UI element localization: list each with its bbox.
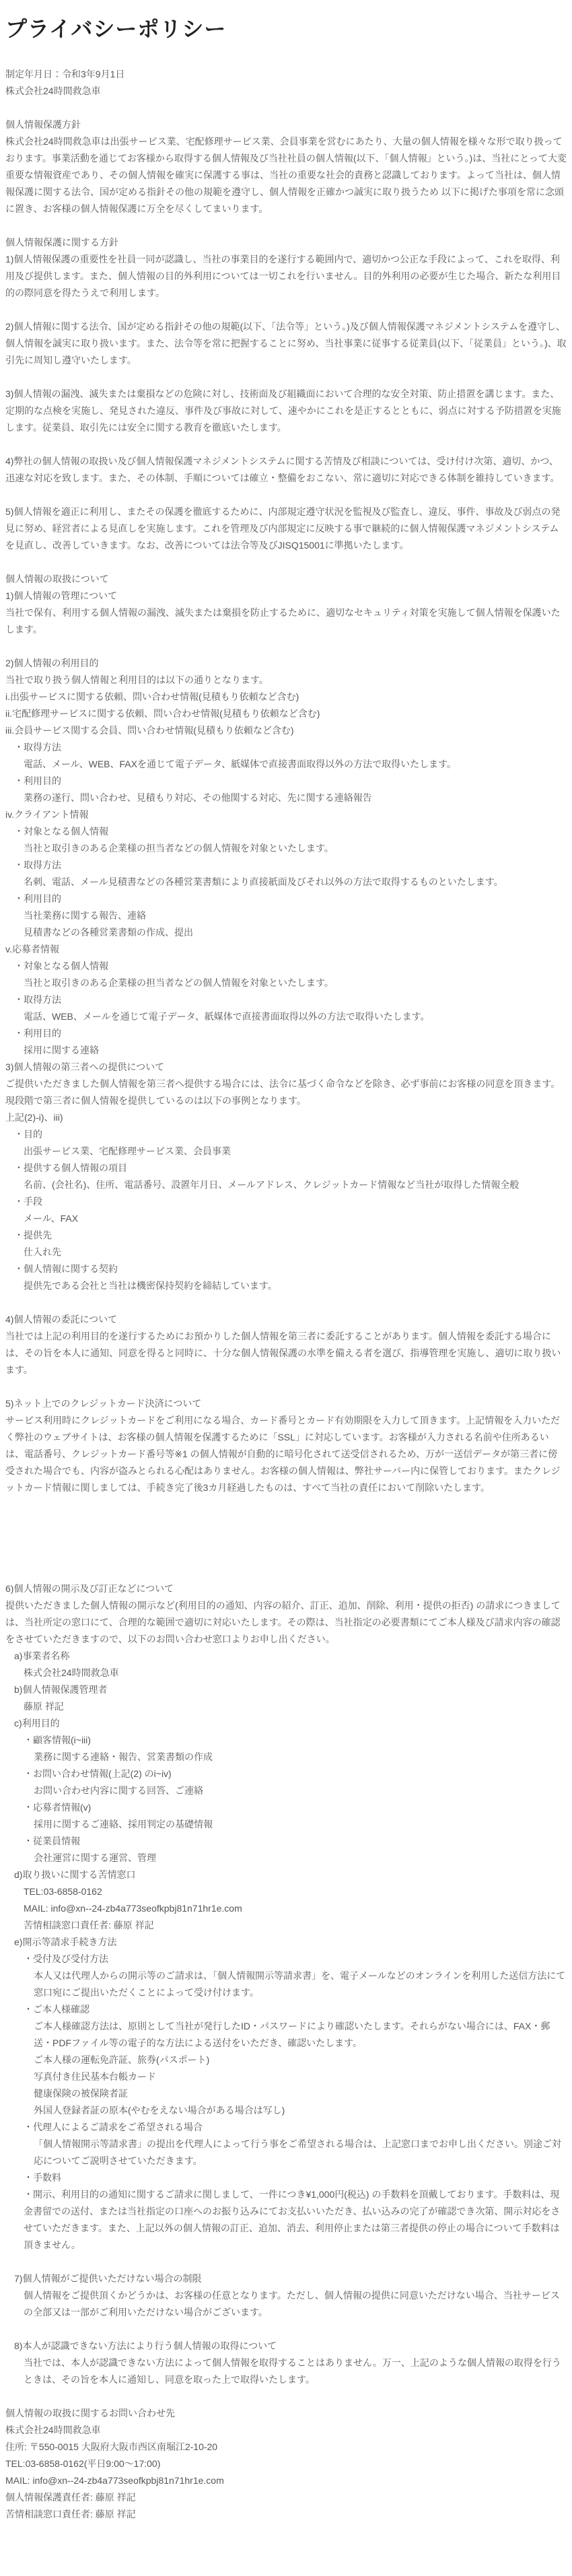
text-line: ・取得方法: [14, 742, 61, 753]
text-line: ご提供いただきました個人情報を第三者へ提供する場合には、法令に基づく命令などを除き、必ず事前にお客様の同意を頂きます。現段階で第三者に個人情報を提供しているのは以下の事例となります。: [5, 1078, 561, 1106]
text-line: メール、FAX: [24, 1213, 79, 1224]
text-line: ・手数料: [24, 2172, 61, 2183]
established-date: 制定年月日：令和3年9月1日: [5, 69, 125, 79]
text-line: 「個人情報開示等請求書」の提出を代理人によって行う事をご希望される場合は、上記窓口までお申し出ください。別途ご対応についてご説明させていただきます。: [34, 2138, 561, 2166]
text-line: 当社と取引きのある企業様の担当者などの個人情報を対象といたします。: [24, 977, 334, 988]
handling-item-2: 2)個人情報の利用目的: [5, 658, 99, 668]
text-line: 本人又は代理人からの開示等のご請求は、「個人情報開示等請求書」を、電子メールなどのオンラインを利用した送信方法にて窓口宛にご提出いただくことによって受け付けます。: [34, 1970, 566, 1998]
text-line: 外国人登録者証の原本(やむをえない場合がある場合は写し): [34, 2105, 285, 2116]
text-line: 当社で取り扱う個人情報と利用目的は以下の通りとなります。: [5, 674, 269, 685]
contact-tel: TEL:03-6858-0162(平日9:00～17:00): [5, 2458, 161, 2469]
handling-item-5: 5)ネット上でのクレジットカード決済について: [5, 1398, 202, 1409]
text-line: 仕入れ先: [24, 1247, 61, 1257]
company-name: 株式会社24時間救急車: [5, 85, 101, 96]
disclosure-item-c: c)利用目的: [14, 1718, 60, 1729]
disclosure-item-e: e)開示等請求手続き方法: [14, 1937, 117, 1947]
heading-protection-policy: 個人情報保護方針: [5, 119, 81, 130]
text-line: 当社で保有、利用する個人情報の漏洩、滅失または棄損を防止するために、適切なセキュリティ対策を実施して個人情報を保護いたします。: [5, 607, 561, 635]
text-line: 名刺、電話、メール見積書などの各種営業書類により直接紙面及びそれ以外の方法で取得するものといたします。: [24, 876, 503, 887]
text-line: お問い合わせ内容に関する回答、ご連絡: [34, 1785, 203, 1796]
document-body: [5, 66, 567, 2523]
handling-item-3: 3)個人情報の第三者への提供について: [5, 1061, 165, 1072]
text-line: ・取得方法: [14, 860, 61, 870]
text-line: ・対象となる個人情報: [14, 961, 108, 971]
text-line: ・手段: [14, 1196, 42, 1207]
policy-item-4: 4)弊社の個人情報の取扱い及び個人情報保護マネジメントシステムに関する苦情及び相談については、受け付け次第、適切、かつ、迅速な対応を致します。また、その体制、手順については確立・整備をおこない、常に適切に対応できる体制を維持していきます。: [5, 456, 560, 483]
text-line: 会社運営に関する運営、管理: [34, 1852, 156, 1863]
heading-policy-items: 個人情報保護に関する方針: [5, 237, 118, 248]
contact-address: 住所: 〒550-0015 大阪府大阪市西区南堀江2-10-20: [5, 2441, 218, 2452]
text-line: 業務に関する連絡・報告、営業書類の作成: [34, 1751, 213, 1762]
complaint-mail: MAIL: info@xn--24-zb4a773seofkpbj81n71hr1e.com: [24, 1903, 242, 1914]
text-line: ・利用目的: [14, 893, 61, 904]
text-line: ・代理人によるご請求をご希望される場合: [24, 2122, 203, 2132]
text-line: ・提供する個人情報の項目: [14, 1162, 127, 1173]
text-line: 出張サービス業、宅配修理サービス業、会員事業: [24, 1146, 231, 1156]
text-line: 当社では、本人が認識できない方法によって個人情報を取得することはありません。万一、上記のような個人情報の取得を行うときは、その旨を本人に通知し、同意を取った上で取得いたします。: [24, 2357, 561, 2385]
purpose-item-ii: ii.宅配修理サービスに関する依頼、問い合わせ情報(見積もり依頼など含む): [5, 708, 320, 719]
text-line: 見積書などの各種営業書類の作成、提出: [24, 927, 193, 938]
disclosure-item-d: d)取り扱いに関する苦情窓口: [14, 1869, 136, 1880]
text-line: ・取得方法: [14, 994, 61, 1005]
text-line: 個人情報をご提供頂くかどうかは、お客様の任意となります。ただし、個人情報の提供に同意いただけない場合、当社サービスの全部又は一部がご利用いただけない場合がございます。: [24, 2290, 560, 2318]
text-line: 採用に関するご連絡、採用判定の基礎情報: [34, 1819, 213, 1830]
text-line: 藤原 祥記: [24, 1701, 64, 1712]
text-line: 当社と取引きのある企業様の担当者などの個人情報を対象といたします。: [24, 843, 334, 854]
text-line: 提供いただきました個人情報の開示など(利用目的の通知、内容の紹介、訂正、追加、削除、利用・提供の拒否) の請求につきましては、当社所定の窓口にて、合理的な範囲で適切に対応いたします。その際は、当社指定の必要書類にてご本人様及び請求内容の確認をさせていただきますので、以下のお問い合わせ窓口よりお申し出ください。: [5, 1600, 561, 1644]
disclosure-item-a: a)事業者名称: [14, 1650, 70, 1661]
text-line: ・利用目的: [14, 1028, 61, 1039]
text-line: サービス利用時にクレジットカードをご利用になる場合、カード番号とカード有効期限を入力して頂きます。上記情報を入力いただく弊社のウェブサイトは、お客様の個人情報を保護するために「SSL」に対応しています。お客様が入力される名前や住所あるいは、電話番号、クレジットカード番号等※1 の個人情報が自動的に暗号化されて送受信されるため、万が一送信データが第三者に傍受された場合でも、内容が盗みとられる心配はありません。お客様の個人情報は、弊社サーバー内に保管しております。またクレジットカード情報に関しましては、手続き完了後3カ月経過したものは、すべて当社の責任において削除いたします。: [5, 1415, 561, 1493]
text-line: ・目的: [14, 1129, 42, 1140]
policy-item-2: 2)個人情報に関する法令、国が定める指針その他の規範(以下、「法令等」という。)及び個人情報保護マネジメントシステムを遵守し、個人情報を誠実に取り扱います。また、法令等を常に把握することに努め、当社事業に従事する従業員(以下、「従業員」という。)、取引先に周知し遵守いたします。: [5, 321, 567, 365]
contact-mail: MAIL: info@xn--24-zb4a773seofkpbj81n71hr1e.com: [5, 2475, 224, 2486]
handling-item-6: 6)個人情報の開示及び訂正などについて: [5, 1583, 174, 1594]
contact-company: 株式会社24時間救急車: [5, 2425, 101, 2435]
text-line: ・提供先: [14, 1230, 52, 1241]
handling-item-8: 8)本人が認識できない方法により行う個人情報の取得について: [14, 2340, 277, 2351]
text-line: 写真付き住民基本台帳カード: [34, 2071, 156, 2082]
text-line: 名前、(会社名)、住所、電話番号、設置年月日、メールアドレス、クレジットカード情報など当社が取得した情報全般: [24, 1179, 520, 1190]
policy-item-3: 3)個人情報の漏洩、滅失または棄損などの危険に対し、技術面及び組織面において合理的な安全対策、防止措置を講じます。また、定期的な点検を実施し、発見された違反、事件及び事故に対して、速やかにこれを是正するとともに、弱点に対する予防措置を実施します。従業員、取引先には安全に関する教育を徹底いたします。: [5, 388, 561, 433]
text-line: ・対象となる個人情報: [14, 826, 108, 837]
heading-contact: 個人情報の取扱に関するお問い合わせ先: [5, 2408, 175, 2418]
text-line: ・顧客情報(i~iii): [24, 1735, 91, 1745]
text-line: ・ご本人様確認: [24, 2004, 90, 2015]
text-line: 当社では上記の利用目的を遂行するためにお預かりした個人情報を第三者に委託することがあります。個人情報を委託する場合には、その旨を本人に通知、同意を得ると同時に、十分な個人情報保護の水準を備える者を選び、指導管理を実施し、適切に取り扱います。: [5, 1331, 561, 1375]
text-line: ご本人様確認方法は、原則として当社が発行したID・パスワードにより確認いたします。それらがない場合には、FAX・郵送・PDFファイル等の電子的な方法による送付をいただき、確認いたします。: [34, 2021, 550, 2048]
purpose-item-iv: iv.クライアント情報: [5, 809, 89, 820]
text-line: ・応募者情報(v): [24, 1802, 92, 1813]
text-line: ・個人情報に関する契約: [14, 1263, 118, 1274]
complaint-tel: TEL:03-6858-0162: [24, 1886, 102, 1897]
text-line: 当社業務に関する報告、連絡: [24, 910, 146, 921]
text-line: ・利用目的: [14, 775, 61, 786]
text-line: 業務の遂行、問い合わせ、見積もり対応、その他関する対応、先に関する連絡報告: [24, 792, 372, 803]
handling-item-4: 4)個人情報の委託について: [5, 1314, 118, 1325]
text-line: ご本人様の運転免許証、旅券(パスポート): [34, 2054, 210, 2065]
handling-item-7: 7)個人情報がご提供いただけない場合の制限: [14, 2273, 202, 2284]
page-title: プライバシーポリシー: [5, 17, 227, 41]
text-line: ・お問い合わせ情報(上記(2) のi~iv): [24, 1768, 172, 1779]
contact-privacy-officer: 個人情報保護責任者: 藤原 祥記: [5, 2492, 136, 2503]
disclosure-item-b: b)個人情報保護管理者: [14, 1684, 108, 1695]
text-line: 提供先である会社と当社は機密保持契約を締結しています。: [24, 1280, 277, 1291]
text-line: 株式会社24時間救急車: [24, 1667, 119, 1678]
contact-complaint-officer: 苦情相談窓口責任者: 藤原 祥記: [5, 2509, 136, 2519]
text-line: 採用に関する連絡: [24, 1045, 99, 1055]
text-line: ・受付及び受付方法: [24, 1953, 108, 1964]
purpose-item-i: i.出張サービスに関する依頼、問い合わせ情報(見積もり依頼など含む): [5, 691, 299, 702]
handling-item-1: 1)個人情報の管理について: [5, 590, 118, 601]
text-line: 電話、メール、WEB、FAXを通じて電子データ、紙媒体で直接書面取得以外の方法で取得いたします。: [24, 759, 456, 769]
purpose-item-iii: iii.会員サービス関する会員、問い合わせ情報(見積もり依頼など含む): [5, 725, 294, 736]
heading-handling: 個人情報の取扱について: [5, 573, 109, 584]
policy-item-5: 5)個人情報を適正に利用し、またその保護を徹底するために、内部規定遵守状況を監視及び監査し、違反、事件、事故及び弱点の発見に努め、経営者による見直しを実施します。これを管理及び内部規定に反映する事で継続的に個人情報保護マネジメントシステムを見直し、改善していきます。なお、改善については法令等及びJISQ15001に準拠いたします。: [5, 506, 561, 551]
text-line: 健康保険の被保険者証: [34, 2088, 128, 2099]
policy-item-1: 1)個人情報保護の重要性を社員一同が認識し、当社の事業目的を遂行する範囲内で、適切かつ公正な手段によって、これを取得、利用及び提供します。また、個人情報の目的外利用については一切これを行いません。目的外利用の必要が生じた場合、新たな利用目的の際同意を得たうえで利用します。: [5, 254, 561, 298]
text-line: 苦情相談窓口責任者: 藤原 祥記: [24, 1920, 154, 1930]
text-line: 上記(2)-i)、iii): [5, 1112, 63, 1123]
text-line: ・開示、利用目的の通知に関するご請求に関しまして、一件につき¥1,000円(税込) の手数料を頂戴しております。手数料は、現金書留での送付、または当社指定の口座へのお振り込みにてお支払いいただき、払い込みの完了が確認でき次第、開示対応をさせていただきます。また、上記以外の個人情報の訂正、追加、消去、利用停止または第三者提供の停止の場合について手数料は頂きません。: [24, 2189, 561, 2250]
text-line: 電話、WEB、メールを通じて電子データ、紙媒体で直接書面取得以外の方法で取得いたします。: [24, 1011, 430, 1022]
text-line: ・従業員情報: [24, 1836, 80, 1846]
policy-intro-paragraph: 株式会社24時間救急車は出張サービス業、宅配修理サービス業、会員事業を営むにあたり、大量の個人情報を様々な形で取り扱っております。事業活動を通じてお客様から取得する個人情報及び当社社員の個人情報(以下、「個人情報」という。)は、当社にとって大変 重要な情報資産であり、その個人情報を確実に保護する事は、当社の重要な社会的責務と認識しております。よって当社は、個人情報保護に関する法令、国が定める指針その他の規範を遵守し、個人情報を正確かつ誠実に取り扱うため 以下に掲げた事項を常に念頭に置き、お客様の個人情報保護に万全を尽くしてまいります。: [5, 136, 569, 214]
purpose-item-v: v.応募者情報: [5, 944, 59, 954]
